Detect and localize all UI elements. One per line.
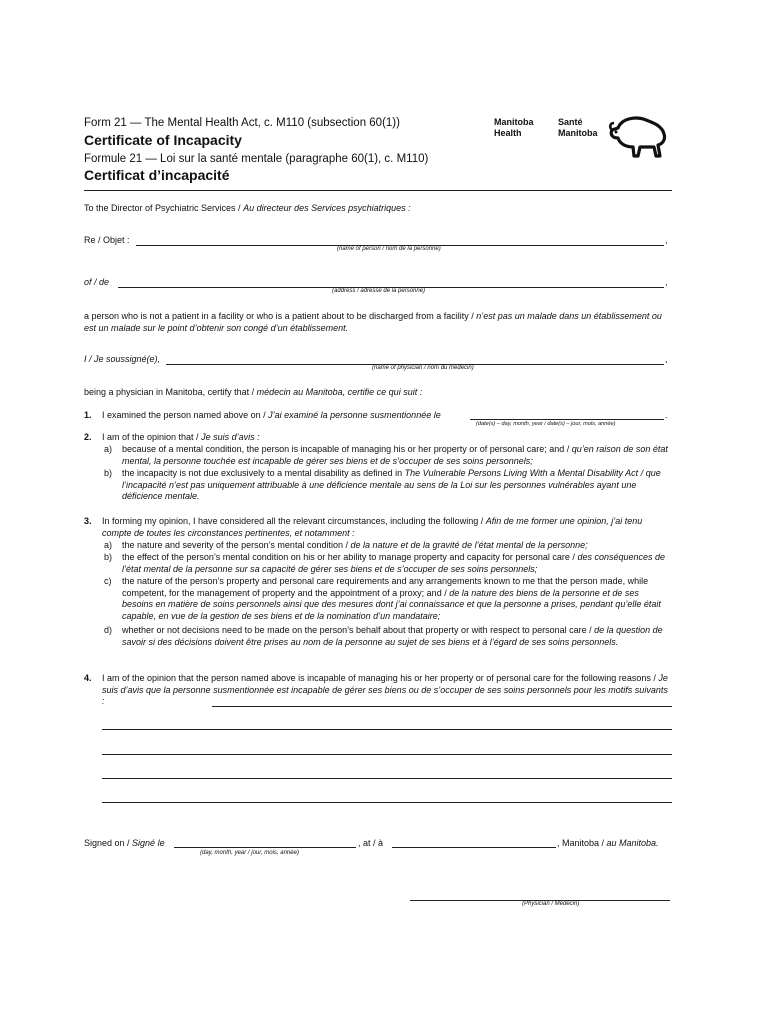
- item-2b-act: The Vulnerable Persons Living With a Mental Disability Act: [404, 468, 639, 478]
- bison-icon: [606, 114, 670, 162]
- item-4-text: [102, 673, 672, 708]
- logo-fr-line2: Manitoba: [558, 128, 598, 138]
- logo-text-en: [494, 117, 534, 139]
- manitoba-fr: au Manitoba.: [606, 838, 659, 848]
- signed-fr: Signé le: [132, 838, 165, 848]
- item-3-en: In forming my opinion, I have considered all the relevant circumstances, including the following /: [102, 516, 486, 526]
- signed-date-caption: (day, month, year / jour, mois, année): [200, 850, 299, 856]
- intro-text: [84, 311, 672, 334]
- item-3-text: [102, 516, 672, 539]
- signed-at-label: , at / à: [358, 838, 384, 848]
- item-2a-en: because of a mental condition, the person is incapable of managing his or her property or of personal care; and /: [122, 444, 572, 454]
- item-3b-en: the effect of the person’s mental condition on his or her ability to manage property and capacity for personal care /: [122, 552, 578, 562]
- of-label: of / de: [84, 277, 110, 287]
- physician-signature-caption: (Physician / Médecin): [522, 901, 580, 907]
- intro-fr: n’est pas un malade dans un établissement ou est un malade sur le point d’obtenir son congé d’un établissement.: [84, 311, 662, 333]
- reasons-line-2[interactable]: [102, 729, 672, 730]
- title-fr: Certificat d’incapacité: [84, 167, 230, 183]
- item-3b-label: b): [104, 552, 113, 562]
- item-1-number: 1.: [84, 410, 92, 420]
- title-en: Certificate of Incapacity: [84, 132, 242, 148]
- item-4-en: I am of the opinion that the person named above is incapable of managing his or her property or of personal care for the following reasons /: [102, 673, 659, 683]
- re-caption: (name of person / nom de la personne): [337, 246, 441, 252]
- item-3a-fr: de la nature et de la gravité de l’état mental de la personne;: [350, 540, 588, 550]
- item-1-text: [102, 410, 441, 422]
- form-line-en: Form 21 — The Mental Health Act, c. M110 (subsection 60(1)): [84, 117, 400, 129]
- item-3c-en: the nature of the person’s property and personal care requirements and any arrangements known to me that the person made, while competent, for the management of property and the appointment of a proxy; and /: [122, 576, 649, 598]
- item-4-number: 4.: [84, 673, 92, 683]
- item-3a-en: the nature and severity of the person’s mental condition /: [122, 540, 351, 550]
- item-3d-fr: de la question de savoir si des décisions doivent être prises au nom de la personne au sujet de ses biens et à l’égard de ses soins personnels.: [122, 625, 663, 647]
- addressee: [84, 203, 411, 215]
- item-3b-fr: des conséquences de l’état mental de la personne sur sa capacité de gérer ses biens et de s’occuper de ses soins personnels;: [122, 552, 666, 574]
- item-3-fr: Afin de me former une opinion, j’ai tenu compte de toutes les circonstances pertinentes, et notamment :: [102, 516, 643, 538]
- item-2b-en: the incapacity is not due exclusively to a mental disability as defined in: [122, 468, 405, 478]
- item-3c: [104, 576, 672, 622]
- signed-on-label: [84, 838, 165, 850]
- item-3b: [104, 552, 672, 575]
- item-2-number: 2.: [84, 432, 92, 442]
- item-2a: [104, 444, 672, 467]
- item-2a-label: a): [104, 444, 113, 454]
- item-3a: [104, 540, 672, 552]
- exam-date-caption: (date(s) – day, month, year / date(s) – jour, mois, année): [476, 421, 616, 427]
- item-3-number: 3.: [84, 516, 92, 526]
- item-2b-label: b): [104, 468, 113, 478]
- signed-place-field[interactable]: [392, 847, 556, 848]
- item-2b: [104, 468, 672, 503]
- item-3c-fr: de la nature des biens de la personne et de ses besoins en matière de soins personnels ainsi que des mesures dont j’ai connaissance et que la personne a prises, pendant qu’elle était capable, en vue de la gestion de ses biens et de la nomination d’un mandataire;: [122, 587, 661, 621]
- item-1-en: I examined the person named above on /: [102, 410, 269, 420]
- item-2-text: [102, 432, 260, 444]
- exam-date-field[interactable]: [470, 419, 664, 420]
- header-rule: [84, 190, 672, 191]
- item-3d-en: whether or not decisions need to be made on the person’s behalf about that property or with respect to personal care /: [122, 625, 595, 635]
- manitoba-en: , Manitoba /: [557, 838, 607, 848]
- physician-caption: (name of physician / nom du médecin): [372, 365, 474, 371]
- being-fr: médecin au Manitoba, certifie ce qui suit :: [256, 387, 423, 397]
- re-label: Re / Objet :: [84, 235, 130, 245]
- item-2-en: I am of the opinion that /: [102, 432, 202, 442]
- item-3d-label: d): [104, 625, 113, 635]
- logo-en-line1: Manitoba: [494, 117, 534, 127]
- physician-label: I / Je soussigné(e),: [84, 354, 161, 364]
- reasons-line-1[interactable]: [212, 706, 672, 707]
- manitoba-label: [557, 838, 659, 850]
- addressee-en: To the Director of Psychiatric Services /: [84, 203, 244, 213]
- logo-text-fr: [558, 117, 598, 139]
- signed-date-field[interactable]: [174, 847, 356, 848]
- being-en: being a physician in Manitoba, certify that /: [84, 387, 257, 397]
- being-text: [84, 387, 422, 399]
- reasons-line-5[interactable]: [102, 802, 672, 803]
- logo-en-line2: Health: [494, 128, 522, 138]
- addressee-fr: Au directeur des Services psychiatriques :: [243, 203, 411, 213]
- item-3a-label: a): [104, 540, 113, 550]
- form-line-fr: Formule 21 — Loi sur la santé mentale (paragraphe 60(1), c. M110): [84, 153, 429, 165]
- item-3d: [104, 625, 672, 648]
- item-2a-fr: qu’en raison de son état mental, la personne touchée est incapable de gérer ses biens et de s’occuper de ses soins personnels;: [122, 444, 668, 466]
- item-1-fr: J’ai examiné la personne susmentionnée le: [268, 410, 441, 420]
- intro-en: a person who is not a patient in a facility or who is a patient about to be discharged from a facility /: [84, 311, 477, 321]
- item-3c-label: c): [104, 576, 112, 586]
- reasons-line-3[interactable]: [102, 754, 672, 755]
- logo-fr-line1: Santé: [558, 117, 583, 127]
- item-2b-fr: / que l’incapacité n’est pas uniquement attribuable à une déficience mentale au sens de la Loi sur les personnes vulnérables ayant une déficience mentale.: [122, 468, 661, 501]
- signed-en: Signed on /: [84, 838, 133, 848]
- item-4-fr: Je suis d’avis que la personne susmentionnée est incapable de gérer ses biens ou de s’occuper de ses soins personnels pour les motifs suivants :: [102, 673, 668, 706]
- of-caption: (address / adresse de la personne): [332, 288, 426, 294]
- reasons-line-4[interactable]: [102, 778, 672, 779]
- item-2-fr: Je suis d’avis :: [201, 432, 260, 442]
